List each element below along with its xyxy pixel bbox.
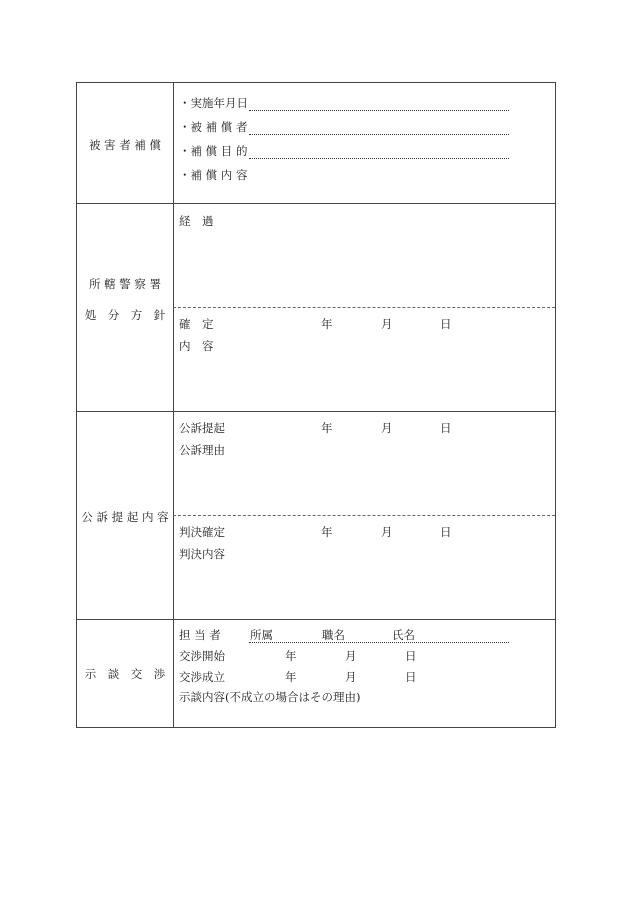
negotiation-start-label: 交渉開始 bbox=[179, 649, 225, 663]
compensated-person-field[interactable] bbox=[249, 134, 509, 135]
year-unit: 年 bbox=[321, 525, 333, 539]
month-unit: 月 bbox=[381, 421, 393, 435]
judgment-confirm-label: 判決確定 bbox=[179, 525, 225, 539]
negotiation-done-label: 交渉成立 bbox=[179, 670, 225, 684]
incident-report-form bbox=[76, 82, 556, 728]
compensation-content-label: ・補 償 内 容 bbox=[179, 168, 248, 182]
compensation-purpose-field[interactable] bbox=[249, 158, 509, 159]
dashed-divider bbox=[173, 307, 555, 308]
dashed-divider bbox=[173, 515, 555, 516]
section-divider bbox=[77, 619, 555, 620]
day-unit: 日 bbox=[405, 670, 417, 684]
year-unit: 年 bbox=[285, 670, 297, 684]
implementation-date-field[interactable] bbox=[249, 110, 509, 111]
month-unit: 月 bbox=[381, 525, 393, 539]
month-unit: 月 bbox=[381, 317, 393, 331]
column-divider bbox=[173, 83, 174, 727]
affiliation-label: 所属 bbox=[250, 628, 273, 642]
person-in-charge-field[interactable] bbox=[249, 642, 509, 643]
person-in-charge-label: 担 当 者 bbox=[179, 628, 221, 642]
judgment-content-label: 判決内容 bbox=[179, 547, 225, 561]
prosecution-filing-label: 公訴提起 bbox=[179, 421, 225, 435]
settlement-content-label: 示談内容(不成立の場合はその理由) bbox=[179, 690, 361, 704]
year-unit: 年 bbox=[321, 421, 333, 435]
content-label: 内 容 bbox=[179, 339, 214, 353]
implementation-date-label: ・実施年月日 bbox=[179, 96, 248, 110]
day-unit: 日 bbox=[440, 421, 452, 435]
year-unit: 年 bbox=[321, 317, 333, 331]
name-label: 氏名 bbox=[392, 628, 415, 642]
section-divider bbox=[77, 203, 555, 204]
settlement-negotiation-label: 示 談 交 渉 bbox=[84, 667, 166, 681]
month-unit: 月 bbox=[345, 670, 357, 684]
day-unit: 日 bbox=[440, 525, 452, 539]
progress-label: 経 過 bbox=[179, 214, 214, 228]
month-unit: 月 bbox=[345, 649, 357, 663]
section-divider bbox=[77, 411, 555, 412]
compensation-purpose-label: ・補 償 目 的 bbox=[179, 144, 248, 158]
day-unit: 日 bbox=[440, 317, 452, 331]
prosecution-content-label: 公 訴 提 起 内 容 bbox=[81, 510, 169, 524]
compensated-person-label: ・被 補 償 者 bbox=[179, 120, 248, 134]
prosecution-reason-label: 公訴理由 bbox=[179, 443, 225, 457]
year-unit: 年 bbox=[285, 649, 297, 663]
day-unit: 日 bbox=[405, 649, 417, 663]
confirm-label: 確 定 bbox=[179, 317, 214, 331]
victim-compensation-label: 被 害 者 補 償 bbox=[88, 138, 162, 152]
disposition-policy-label: 処 分 方 針 bbox=[84, 308, 166, 322]
job-title-label: 職名 bbox=[322, 628, 345, 642]
police-station-label: 所 轄 警 察 署 bbox=[88, 277, 162, 291]
